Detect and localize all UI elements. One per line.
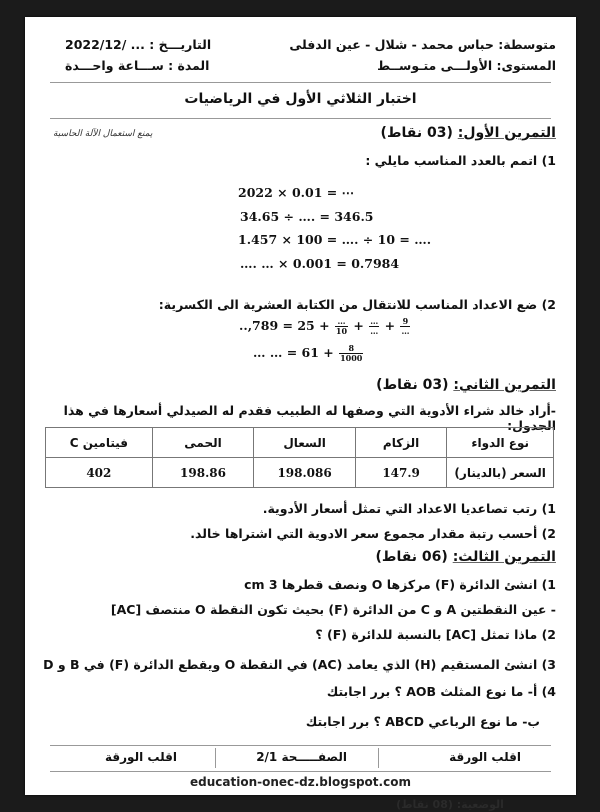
table-cell: 402 xyxy=(46,458,153,488)
fraction-line-2-lhs: … … = 61 + xyxy=(253,345,334,360)
exercise2-heading xyxy=(376,377,556,393)
page-number: الصفـــــحة 2/1 xyxy=(256,750,347,764)
fraction-4-den: 1000 xyxy=(340,353,363,363)
fraction-2 xyxy=(369,317,379,336)
footer-separator xyxy=(378,748,379,768)
exercise2-intro: -أراد خالد شراء الأدوية التي وصفها له الطبيب فقدم له الصيدلي أسعارها في هذا الجدول: xyxy=(63,403,556,433)
exercise2-title: التمرين الثاني: xyxy=(453,377,556,393)
table-row-label: السعر (بالدينار) xyxy=(447,458,554,488)
exercise3-q3: 3) انشئ المستقيم (H) الذي يعامد (AC) في النقطة O ويقطع الدائرة (F) في B و D xyxy=(43,657,556,672)
fraction-line-1 xyxy=(239,317,411,336)
table-cell: 198.86 xyxy=(152,458,254,488)
exercise3-title: التمرين الثالث: xyxy=(452,549,556,565)
exercise2-points: (03 نقاط) xyxy=(376,377,449,393)
fraction-1-num: … xyxy=(335,317,348,327)
table-row xyxy=(46,458,554,488)
fraction-3-den: … xyxy=(401,326,410,336)
page-title: اختبار الثلاثي الأول في الرياضيات xyxy=(184,91,417,107)
exercise1-heading xyxy=(381,125,556,141)
table-cell: 198.086 xyxy=(254,458,356,488)
footer-turn-page-right: اقلب الورقة xyxy=(449,750,521,764)
exercise3-q1: 1) انشئ الدائرة (F) مركزها O ونصف قطرها 3 cm xyxy=(244,577,556,592)
exercise2-q2: 2) أحسب رتبة مقدار مجموع سعر الادوية التي اشتراها خالد. xyxy=(190,526,556,541)
exercise3-q4a: 4) أ- ما نوع المثلث AOB ؟ برر اجابتك xyxy=(326,684,556,699)
bleed-through-text: الوضعية: (08 نقاط) xyxy=(396,798,504,811)
fraction-1 xyxy=(335,317,348,336)
ex1-line-2: 34.65 ÷ …. = 346.5 xyxy=(240,209,374,224)
exercise1-title: التمرين الأول: xyxy=(457,125,556,141)
table-header-row xyxy=(46,428,554,458)
fraction-3-num: 9 xyxy=(400,317,410,327)
exercise2-q1: 1) رتب تصاعديا الاعداد التي تمثل أسعار الأدوية. xyxy=(262,501,556,516)
footer-separator xyxy=(215,748,216,768)
exam-date: التاريـــخ : ... /2022/12 xyxy=(65,37,212,52)
fraction-3 xyxy=(400,317,410,336)
exercise3-q4b: ب- ما نوع الرباعي ABCD ؟ برر اجابتك xyxy=(305,714,540,729)
ex1-line-1: 2022 × 0.01 = ⋯ xyxy=(238,185,355,200)
exam-duration: المدة : ســـاعة واحـــدة xyxy=(65,58,210,73)
plus-sign: + xyxy=(353,318,364,333)
school-name: متوسطة: حباس محمد - شلال - عين الدفلى xyxy=(289,37,556,52)
exercise1-q1: 1) اتمم بالعدد المناسب مايلي : xyxy=(365,153,556,168)
class-level: المستوى: الأولـــى متـوســط xyxy=(377,58,556,73)
table-cell: 147.9 xyxy=(355,458,446,488)
plus-sign: + xyxy=(384,318,396,333)
exercise1-q2: 2) ضع الاعداد المناسب للانتقال من الكتابة العشرية الى الكسرية: xyxy=(158,297,556,312)
fraction-line-1-lhs: ..,789 = 25 + xyxy=(239,318,330,333)
footer-row xyxy=(50,746,551,770)
exercise3-q2: 2) ماذا تمثل [AC] بالنسبة للدائرة (F) ؟ xyxy=(315,627,556,642)
fraction-4 xyxy=(339,344,363,363)
ex1-line-4: …. … × 0.001 = 0.7984 xyxy=(240,256,400,271)
header-divider xyxy=(50,82,551,83)
exercise3-heading xyxy=(376,549,556,565)
ex1-line-3: 1.457 × 100 = …. ÷ 10 = …. xyxy=(238,232,432,247)
calculator-note: يمنع استعمال الآلة الحاسبة xyxy=(53,129,153,139)
table-header-cell: الزكام xyxy=(355,428,446,458)
title-divider xyxy=(50,118,551,119)
exercise1-points: (03 نقاط) xyxy=(380,125,453,141)
fraction-line-2 xyxy=(253,344,364,363)
fraction-4-num: 8 xyxy=(339,344,363,354)
fraction-2-den: … xyxy=(370,326,379,336)
table-header-cell: السعال xyxy=(254,428,356,458)
exercise3-q1b: - عين النقطتين A و C من الدائرة (F) بحيث تكون النقطة O منتصف [AC] xyxy=(110,602,556,617)
table-header-label: نوع الدواء xyxy=(447,428,554,458)
footer-turn-page-left: اقلب الورقة xyxy=(105,750,177,764)
exercise3-points: (06 نقاط) xyxy=(375,549,448,565)
exam-page xyxy=(25,17,576,795)
fraction-1-den: 10 xyxy=(335,326,348,336)
table-header-cell: الحمى xyxy=(152,428,254,458)
footer-bottom-divider xyxy=(50,771,551,772)
fraction-2-num: … xyxy=(370,316,379,326)
medicine-price-table xyxy=(45,427,554,488)
website-link[interactable]: education-onec-dz.blogspot.com xyxy=(190,775,411,789)
table-header-cell: فيتامين C xyxy=(46,428,153,458)
